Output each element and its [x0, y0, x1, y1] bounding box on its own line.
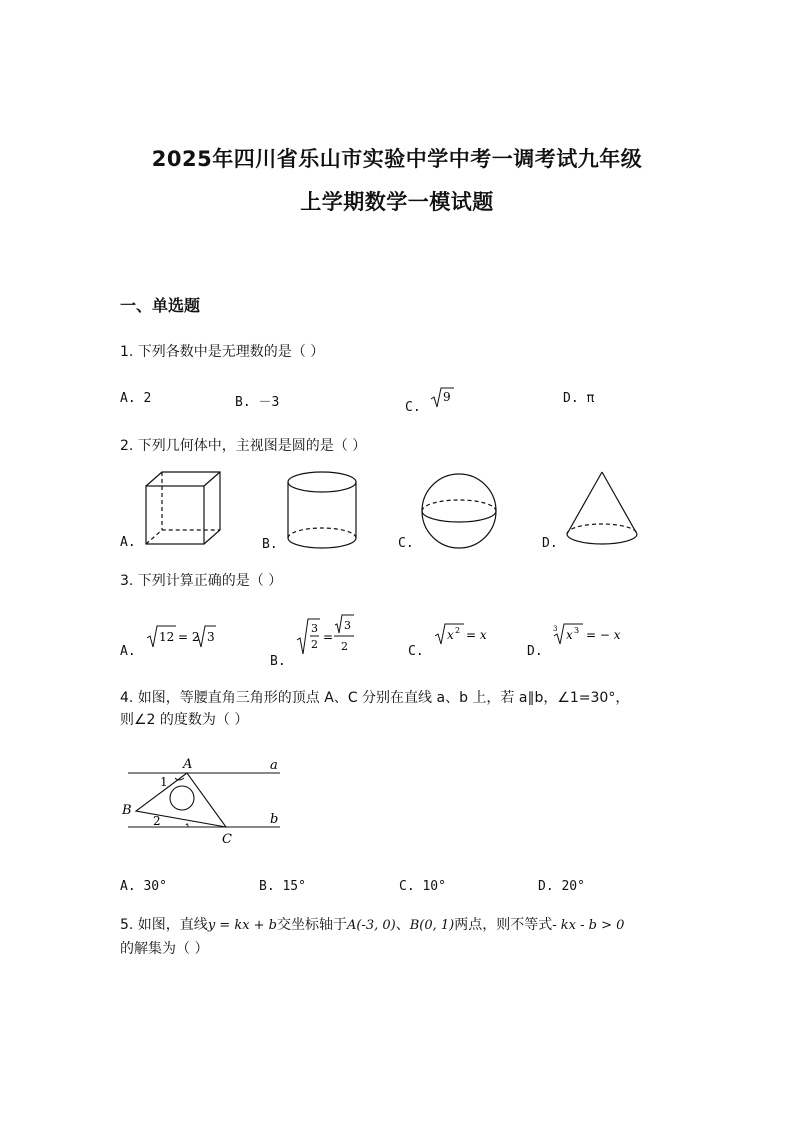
cube-figure: [138, 470, 222, 550]
document-title-line1: 2025年四川省乐山市实验中学中考一调考试九年级: [151, 147, 643, 171]
q1-option-a: A. 2: [120, 391, 152, 406]
svg-text:A: A: [183, 757, 193, 772]
q3-option-c: C. x 2 = x: [408, 622, 490, 652]
q2-option-c-label: C.: [398, 536, 414, 551]
svg-text:2: 2: [153, 814, 161, 828]
section-heading: 一、单选题: [120, 296, 201, 315]
q4-stem-line2: 则∠2 的度数为（ ）: [120, 712, 249, 728]
svg-text:C: C: [222, 832, 232, 847]
q4-stem-line1: 4. 如图，等腰直角三角形的顶点 A、C 分别在直线 a、b 上，若 a∥b，∠1=30°，: [120, 690, 630, 706]
svg-text:b: b: [270, 812, 279, 827]
q3-option-b-expr: [296, 614, 360, 660]
svg-text:B: B: [122, 803, 132, 818]
q5-line-equation: y = kx + b: [207, 918, 278, 933]
q1-stem: 1. 下列各数中是无理数的是（ ）: [120, 344, 325, 360]
svg-text:= 2: = 2: [178, 630, 200, 644]
q2-option-a-label: A.: [120, 535, 136, 550]
svg-text:=: =: [323, 630, 334, 644]
svg-text:a: a: [270, 758, 278, 773]
cylinder-figure: [284, 470, 360, 554]
q3-option-d: [527, 622, 623, 659]
q4-option-c: C. 10°: [399, 879, 446, 894]
svg-text:x: x: [447, 628, 455, 642]
sphere-figure: [420, 472, 500, 552]
svg-text:3: 3: [311, 622, 319, 635]
q3-option-c-expr: [434, 622, 490, 652]
q1-option-c-label: C.: [405, 399, 421, 415]
svg-text:12: 12: [159, 630, 175, 644]
q4-option-d: D. 20°: [538, 879, 585, 894]
q1-sqrt-9: [430, 386, 454, 410]
svg-text:3: 3: [574, 626, 580, 635]
q2-stem: 2. 下列几何体中，主视图是圆的是（ ）: [120, 438, 367, 454]
q3-stem: 3. 下列计算正确的是（ ）: [120, 573, 283, 589]
svg-text:2: 2: [455, 626, 461, 635]
q1-option-d: D. π: [563, 391, 595, 406]
svg-text:= − x: = − x: [586, 628, 621, 642]
svg-text:= x: = x: [466, 628, 488, 642]
q3-option-b: [270, 614, 360, 669]
q3-option-a: [120, 622, 218, 659]
svg-text:1: 1: [160, 775, 168, 789]
q4-triangle-figure: [118, 755, 288, 851]
q5-stem-line1: 5. 如图，直线y = kx + b交坐标轴于A(-3, 0)、B(0, 1)两点，则不等式- kx - b > 0: [120, 917, 625, 933]
q2-option-b-label: B.: [262, 537, 278, 552]
q3-option-a-label: A.: [120, 643, 136, 659]
svg-text:9: 9: [443, 390, 452, 404]
svg-text:3: 3: [344, 619, 352, 632]
document-title-line2: 上学期数学一模试题: [300, 190, 494, 214]
svg-text:x: x: [566, 628, 574, 642]
svg-text:2: 2: [311, 638, 319, 651]
q3-option-a-expr: [146, 622, 218, 652]
q1-option-c: [405, 386, 454, 415]
q5-point-a: A(-3, 0): [347, 918, 396, 933]
q2-option-d-label: D.: [542, 536, 558, 551]
q5-inequality: - kx - b > 0: [552, 918, 625, 933]
cone-figure: [564, 470, 640, 550]
svg-text:3: 3: [207, 630, 216, 644]
q1-option-b: B. －3: [235, 395, 280, 410]
svg-text:2: 2: [341, 640, 349, 653]
q5-stem-line2: 的解集为（ ）: [120, 941, 209, 957]
q5-point-b: B(0, 1): [409, 918, 455, 933]
svg-text:3: 3: [553, 625, 558, 633]
q3-option-d-label: D.: [527, 643, 543, 659]
q4-option-a: A. 30°: [120, 879, 167, 894]
q3-option-d-expr: [553, 622, 623, 652]
q4-option-b: B. 15°: [259, 879, 306, 894]
q3-option-b-label: B.: [270, 653, 286, 669]
